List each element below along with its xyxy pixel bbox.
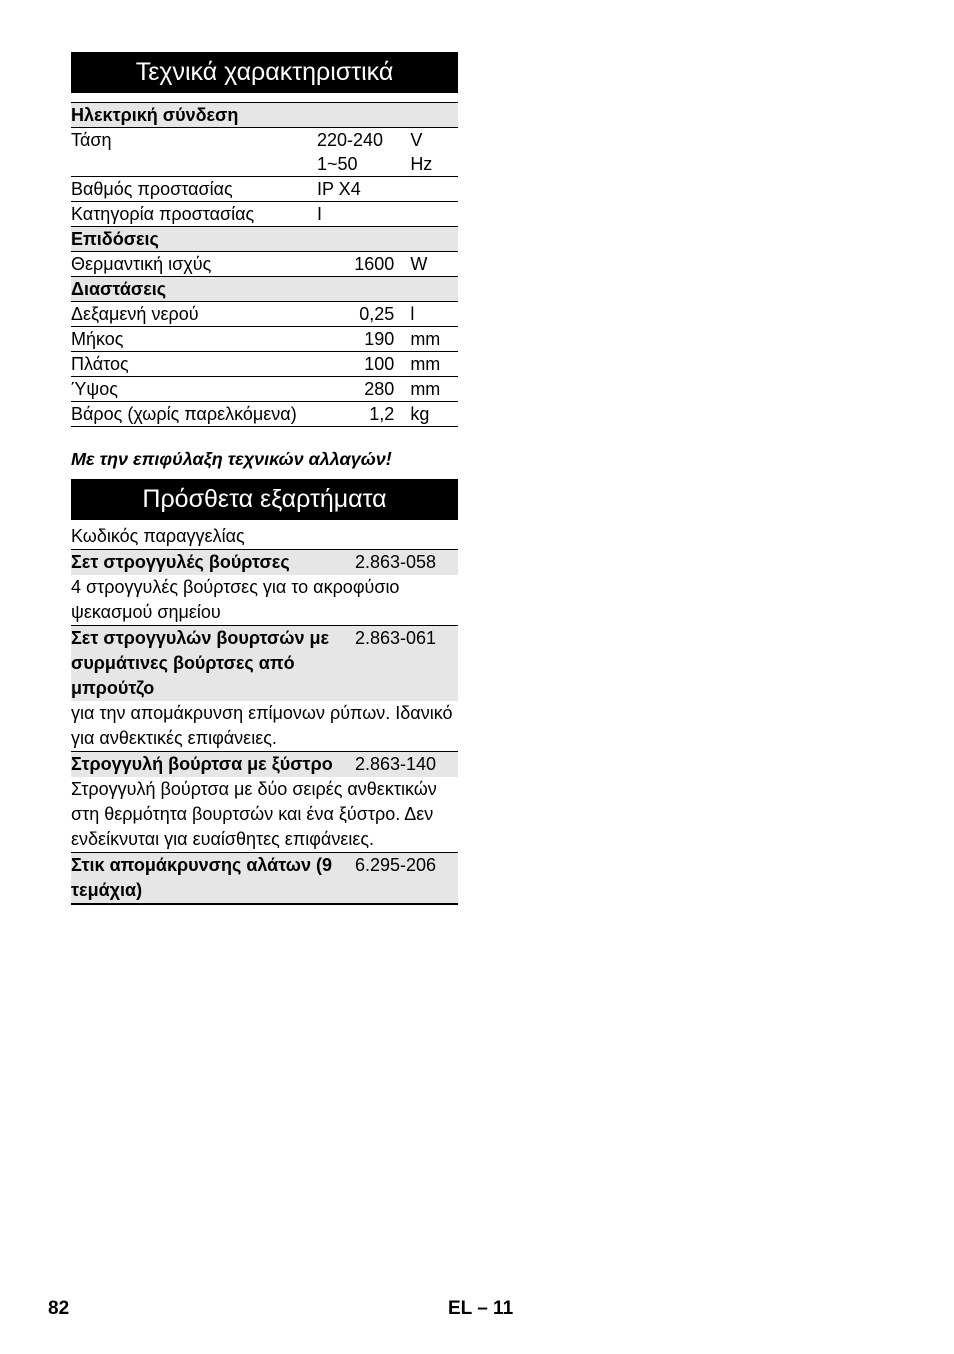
language-page-label: EL – 11 [448,1298,514,1319]
table-row [71,302,458,327]
table-row [71,327,458,352]
accessory-description: Στρογγυλή βούρτσα με δύο σειρές ανθεκτικών στη θερμότητα βουρτσών και ένα ξύστρο. Δεν ενδείκνυται για ευαίσθητες επιφάνειες. [71,777,458,853]
spec-label: Βαθμός προστασίας [71,177,317,202]
section-heading: Ηλεκτρική σύνδεση [71,103,458,128]
spec-label: Ύψος [71,377,317,402]
accessory-item [71,752,458,853]
spec-unit: mm [410,352,458,377]
table-row [71,252,458,277]
spec-unit: Hz [410,152,458,177]
accessory-item [71,550,458,626]
spec-value: 0,25 [317,302,410,327]
table-row [71,202,458,227]
accessory-description: 4 στρογγυλές βούρτσες για το ακροφύσιο ψεκασμού σημείου [71,575,458,626]
accessory-name: Στρογγυλή βούρτσα με ξύστρο [71,754,333,774]
spec-value: 1600 [317,252,410,277]
table-row [71,377,458,402]
accessory-name: Στικ απομάκρυνσης αλάτων (9 τεμάχια) [71,855,332,900]
tech-specs-table [71,102,458,427]
accessory-code: 2.863-140 [355,754,437,774]
accessory-header [71,853,458,905]
accessory-name: Σετ στρογγυλές βούρτσες [71,552,290,572]
spec-value: I [317,202,410,227]
order-number-label: Κωδικός παραγγελίας [71,524,458,550]
spec-value: 100 [317,352,410,377]
accessory-header [71,626,458,701]
spec-label: Μήκος [71,327,317,352]
section-row-electrical [71,103,458,128]
accessories-title: Πρόσθετα εξαρτήματα [71,479,458,520]
spec-label: Πλάτος [71,352,317,377]
section-row-performance [71,227,458,252]
section-heading: Διαστάσεις [71,277,458,302]
spec-label: Τάση [71,130,112,150]
accessory-item [71,853,458,905]
table-row [71,152,458,177]
tech-specs-title: Τεχνικά χαρακτηριστικά [71,52,458,93]
table-row [71,352,458,377]
technical-changes-note: Με την επιφύλαξη τεχνικών αλλαγών! [71,449,392,469]
accessory-code: 6.295-206 [355,855,437,875]
content-column [71,52,458,905]
spec-value: 280 [317,377,410,402]
accessory-header [71,752,458,777]
spec-value: 190 [317,327,410,352]
table-row [71,402,458,427]
spec-unit: mm [410,377,458,402]
spec-label: Βάρος (χωρίς παρελκόμενα) [71,402,317,427]
spec-unit: l [410,302,458,327]
spec-unit: kg [410,402,458,427]
accessory-code: 2.863-058 [355,552,437,572]
accessory-name: Σετ στρογγυλών βουρτσών με συρμάτινες βούρτσες από μπρούτζο [71,628,330,698]
table-row [71,177,458,202]
spec-value: 220-240 [317,130,384,150]
spec-label: Δεξαμενή νερού [71,302,317,327]
accessory-item [71,626,458,752]
spec-unit: V [410,130,423,150]
spec-unit: mm [410,327,458,352]
spec-value: 1,2 [317,402,410,427]
spec-label: Κατηγορία προστασίας [71,202,317,227]
spec-value: IP X4 [317,177,410,202]
spec-unit: W [410,252,458,277]
page-number: 82 [48,1298,70,1319]
section-heading: Επιδόσεις [71,227,458,252]
accessory-header [71,550,458,575]
section-row-dimensions [71,277,458,302]
spec-value: 1~50 [317,152,410,177]
accessory-code: 2.863-061 [355,628,437,648]
table-row [71,128,458,153]
spec-label: Θερμαντική ισχύς [71,252,317,277]
accessory-description: για την απομάκρυνση επίμονων ρύπων. Ιδανικό για ανθεκτικές επιφάνειες. [71,701,458,752]
